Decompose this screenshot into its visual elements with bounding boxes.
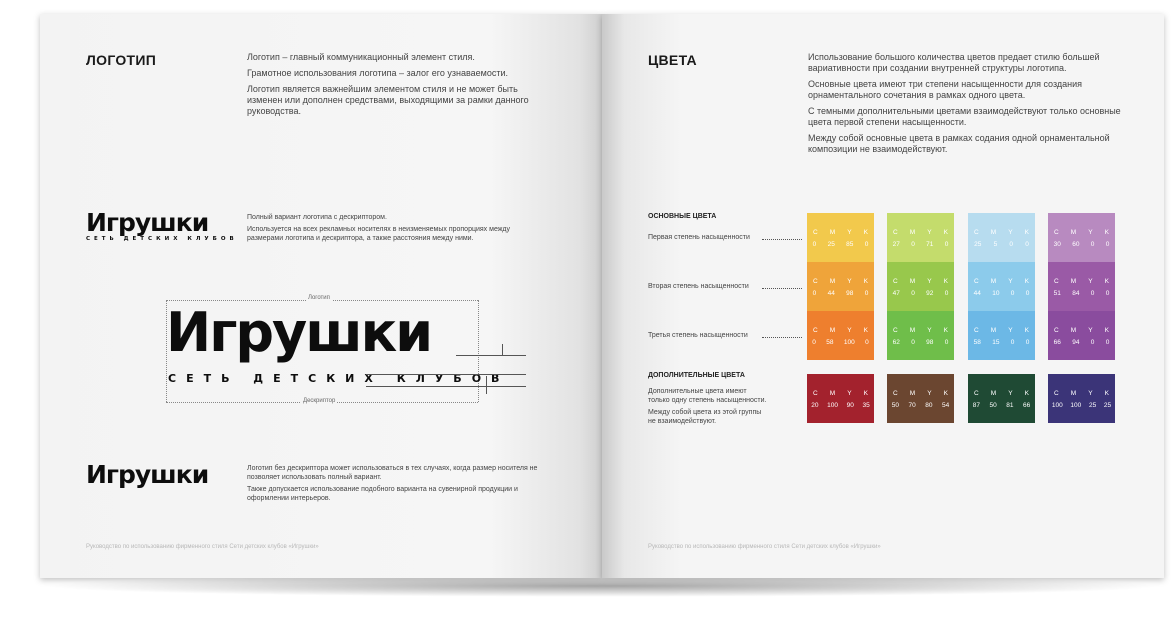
cmyk-values: [887, 402, 954, 409]
cmyk-values: [807, 339, 874, 346]
cmyk-letter: M: [990, 229, 997, 236]
cmyk-value: 0: [911, 290, 915, 297]
color-swatch: [968, 262, 1035, 311]
cmyk-value: 0: [1105, 339, 1110, 346]
descriptor-dimension-label: Дескриптор: [303, 398, 336, 404]
cmyk-letter: C: [813, 390, 818, 397]
cmyk-letter: Y: [847, 229, 852, 236]
color-swatch: [887, 213, 954, 262]
color-swatch: [807, 262, 874, 311]
full-variant-text: [247, 213, 547, 246]
cmyk-value: 44: [827, 290, 835, 297]
cmyk-letter: M: [829, 390, 836, 397]
cmyk-letter: C: [974, 229, 979, 236]
cmyk-value: 0: [1010, 290, 1015, 297]
cmyk-value: 84: [1072, 290, 1080, 297]
color-swatch: [968, 311, 1035, 360]
cmyk-letter: Y: [1088, 390, 1093, 397]
cmyk-letter: Y: [927, 327, 932, 334]
short-variant-text: [247, 464, 557, 506]
cmyk-letters: [968, 327, 1035, 334]
cmyk-values: [887, 241, 954, 248]
cmyk-value: 62: [892, 339, 900, 346]
color-swatch: [887, 374, 954, 423]
leader-dots: [762, 288, 802, 289]
cmyk-value: 0: [1105, 290, 1110, 297]
cmyk-letter: K: [1104, 327, 1109, 334]
cmyk-value: 0: [1090, 339, 1095, 346]
cmyk-values: [887, 290, 954, 297]
cmyk-values: [1048, 339, 1115, 346]
intro-paragraph: Грамотное использования логотипа – залог его узнаваемости.: [247, 68, 509, 78]
cmyk-value: 58: [826, 339, 834, 346]
cmyk-value: 0: [812, 339, 816, 346]
level-label: Первая степень насыщенности: [648, 234, 750, 241]
leader-dots: [762, 337, 802, 338]
cmyk-value: 81: [1006, 402, 1014, 409]
cmyk-letter: Y: [1008, 327, 1013, 334]
cmyk-letter: C: [1054, 229, 1059, 236]
left-page: [40, 14, 602, 578]
color-swatch: [1048, 374, 1115, 423]
cmyk-value: 66: [1023, 402, 1031, 409]
cmyk-value: 0: [944, 290, 949, 297]
cmyk-value: 25: [1088, 402, 1097, 409]
cmyk-value: 98: [926, 339, 934, 346]
cmyk-value: 90: [846, 402, 854, 409]
cmyk-values: [968, 402, 1035, 409]
cmyk-value: 25: [827, 241, 835, 248]
color-swatch: [1048, 262, 1115, 311]
cmyk-letter: M: [1070, 278, 1077, 285]
intro-paragraph: Основные цвета имеют три степени насыщенности для создания орнаментального сочетания в рамках одного цвета.: [808, 79, 1083, 100]
cmyk-letter: K: [863, 390, 868, 397]
main-colors-title: ОСНОВНЫЕ ЦВЕТА: [648, 213, 717, 220]
cmyk-letter: M: [990, 390, 997, 397]
intro-paragraph: Логотип является важнейшим элементом стиля и не может быть изменен или дополнен средствами, выходящими за рамки данного руководства.: [247, 84, 529, 116]
cmyk-letters: [968, 229, 1035, 236]
intro-paragraph: С темными дополнительными цветами взаимодействуют только основные цвета первой степени насыщенности.: [808, 106, 1121, 127]
cmyk-letter: K: [1104, 390, 1109, 397]
cmyk-letter: Y: [927, 390, 932, 397]
cmyk-letter: M: [909, 229, 916, 236]
page-footer: Руководство по использованию фирменного стиля Сети детских клубов «Игрушки»: [86, 544, 319, 550]
logo-wordmark-large: Игрушки: [166, 301, 432, 364]
cmyk-letter: K: [1104, 278, 1109, 285]
short-variant-paragraph: Логотип без дескриптора может использоваться в тех случаях, когда размер носителя не позволяет использовать полный вариант.: [247, 465, 538, 481]
cmyk-values: [1048, 290, 1115, 297]
height-arrow: [502, 344, 503, 356]
cmyk-letter: C: [974, 390, 979, 397]
cmyk-letter: Y: [847, 327, 852, 334]
cmyk-letter: Y: [847, 390, 852, 397]
level-label: Вторая степень насыщенности: [648, 283, 749, 290]
cmyk-letter: M: [909, 327, 916, 334]
logo-descriptor-large: СЕТЬ ДЕТСКИХ КЛУБОВ: [168, 372, 510, 385]
cmyk-letter: K: [943, 390, 948, 397]
cmyk-value: 0: [1105, 241, 1110, 248]
color-swatch: [887, 311, 954, 360]
cmyk-value: 0: [944, 241, 949, 248]
extra-paragraph: Между собой цвета из этой группы не взаимодействуют.: [648, 409, 762, 425]
cmyk-value: 25: [974, 241, 982, 248]
cmyk-letter: C: [893, 278, 898, 285]
cmyk-values: [968, 241, 1035, 248]
cmyk-letter: M: [909, 390, 916, 397]
cmyk-letter: C: [1054, 278, 1059, 285]
cmyk-value: 0: [865, 339, 869, 346]
cmyk-letter: Y: [927, 229, 932, 236]
right-page: [602, 14, 1164, 578]
cmyk-value: 0: [1025, 339, 1030, 346]
cmyk-letters: [807, 278, 874, 285]
cmyk-value: 85: [846, 241, 854, 248]
cmyk-letter: C: [813, 278, 818, 285]
short-variant-paragraph: Также допускается использование подобного варианта на сувенирной продукции и оформлении интерьеров.: [247, 486, 518, 502]
cmyk-letter: M: [990, 278, 997, 285]
cmyk-letters: [1048, 327, 1115, 334]
cmyk-letter: M: [990, 327, 997, 334]
color-swatch: [1048, 213, 1115, 262]
logo-dimension-label: Логотип: [308, 295, 330, 301]
cmyk-value: 0: [812, 290, 817, 297]
logo-intro: [247, 52, 547, 122]
cmyk-letter: M: [829, 327, 836, 334]
cmyk-value: 98: [846, 290, 854, 297]
cmyk-letter: K: [1024, 229, 1029, 236]
cmyk-letter: K: [943, 229, 948, 236]
cmyk-letters: [968, 390, 1035, 397]
cmyk-letter: K: [1024, 390, 1029, 397]
cmyk-letter: M: [1070, 229, 1077, 236]
cmyk-value: 100: [843, 339, 855, 346]
cmyk-values: [807, 290, 874, 297]
level-label: Третья степень насыщенности: [648, 332, 748, 339]
cmyk-letter: Y: [847, 278, 852, 285]
cmyk-letter: Y: [1008, 278, 1013, 285]
cmyk-letter: C: [893, 327, 898, 334]
cmyk-values: [1048, 402, 1115, 409]
cmyk-letter: M: [829, 229, 836, 236]
cmyk-value: 0: [944, 339, 949, 346]
cmyk-letter: K: [1024, 327, 1029, 334]
cmyk-value: 0: [1025, 290, 1030, 297]
cmyk-value: 87: [972, 402, 980, 409]
cmyk-letter: C: [813, 229, 818, 236]
color-swatch: [807, 213, 874, 262]
cmyk-value: 0: [1009, 241, 1014, 248]
cmyk-letter: C: [893, 390, 898, 397]
logo-full-small: [86, 210, 238, 243]
baseline-rule: [456, 355, 526, 356]
cmyk-values: [887, 339, 954, 346]
cmyk-values: [968, 290, 1035, 297]
cmyk-value: 20: [811, 402, 819, 409]
cmyk-letter: C: [893, 229, 898, 236]
color-swatch: [887, 262, 954, 311]
color-swatch: [807, 311, 874, 360]
cmyk-letter: K: [863, 229, 868, 236]
cmyk-value: 100: [827, 402, 838, 409]
cmyk-letter: C: [974, 278, 979, 285]
gap-arrow: [486, 376, 487, 394]
cmyk-letters: [887, 278, 954, 285]
cmyk-letter: Y: [927, 278, 932, 285]
cmyk-value: 0: [1010, 339, 1015, 346]
cmyk-value: 71: [926, 241, 934, 248]
color-swatch: [807, 374, 874, 423]
cmyk-value: 0: [812, 241, 817, 248]
extra-colors-title: ДОПОЛНИТЕЛЬНЫЕ ЦВЕТА: [648, 372, 745, 379]
page-footer: Руководство по использованию фирменного стиля Сети детских клубов «Игрушки»: [648, 544, 881, 550]
colors-section-title: ЦВЕТА: [648, 52, 697, 68]
book-shadow: [40, 575, 1165, 597]
cmyk-values: [807, 402, 874, 409]
cmyk-value: 80: [925, 402, 933, 409]
descriptor-bottom-rule: [366, 386, 526, 387]
cmyk-letter: C: [1054, 327, 1059, 334]
cmyk-value: 27: [892, 241, 900, 248]
cmyk-value: 92: [926, 290, 934, 297]
cmyk-letter: Y: [1088, 327, 1093, 334]
cmyk-letters: [968, 278, 1035, 285]
cmyk-letter: C: [1054, 390, 1059, 397]
cmyk-letter: M: [909, 278, 916, 285]
cmyk-value: 58: [973, 339, 981, 346]
cmyk-value: 0: [911, 339, 915, 346]
logo-section-title: ЛОГОТИП: [86, 52, 157, 68]
logo-short: Игрушки: [86, 460, 209, 489]
cmyk-letters: [1048, 229, 1115, 236]
cmyk-letter: K: [863, 327, 868, 334]
cmyk-letter: M: [1070, 327, 1077, 334]
cmyk-value: 30: [1053, 241, 1061, 248]
cmyk-value: 0: [1025, 241, 1029, 248]
cmyk-value: 54: [942, 402, 950, 409]
cmyk-letter: K: [1024, 278, 1029, 285]
cmyk-letter: M: [1070, 390, 1077, 397]
cmyk-letter: Y: [1008, 229, 1013, 236]
cmyk-value: 5: [993, 241, 998, 248]
color-swatch: [968, 213, 1035, 262]
cmyk-letter: Y: [1008, 390, 1013, 397]
cmyk-value: 94: [1072, 339, 1080, 346]
cmyk-letter: C: [813, 327, 818, 334]
logo-wordmark: Игрушки: [86, 208, 209, 237]
logo-descriptor: СЕТЬ ДЕТСКИХ КЛУБОВ: [86, 236, 238, 242]
cmyk-letter: C: [974, 327, 979, 334]
cmyk-values: [968, 339, 1035, 346]
cmyk-value: 60: [1072, 241, 1080, 248]
cmyk-value: 0: [911, 241, 915, 248]
cmyk-value: 70: [908, 402, 916, 409]
extra-colors-text: [648, 387, 768, 429]
cmyk-values: [1048, 241, 1115, 248]
cmyk-value: 0: [864, 290, 869, 297]
cmyk-letters: [887, 229, 954, 236]
cmyk-value: 47: [892, 290, 900, 297]
leader-dots: [762, 239, 802, 240]
cmyk-letters: [887, 390, 954, 397]
logo-construction: [166, 292, 526, 412]
cmyk-value: 100: [1051, 402, 1063, 409]
cmyk-letter: K: [863, 278, 868, 285]
cmyk-value: 50: [989, 402, 997, 409]
cmyk-values: [807, 241, 874, 248]
cmyk-value: 44: [973, 290, 981, 297]
cmyk-letters: [887, 327, 954, 334]
colors-intro: [808, 52, 1128, 160]
cmyk-value: 0: [864, 241, 869, 248]
cmyk-value: 0: [1090, 290, 1095, 297]
cmyk-value: 15: [992, 339, 1000, 346]
cmyk-letter: Y: [1088, 278, 1093, 285]
cmyk-letters: [807, 390, 874, 397]
cmyk-value: 100: [1070, 402, 1082, 409]
cmyk-letter: M: [829, 278, 836, 285]
full-variant-caption: Полный вариант логотипа с дескриптором.: [247, 214, 387, 221]
intro-paragraph: Между собой основные цвета в рамках содания одной орнаментальной композиции не взаимодействуют.: [808, 133, 1110, 154]
color-swatch: [968, 374, 1035, 423]
cmyk-value: 66: [1053, 339, 1061, 346]
cmyk-letters: [807, 327, 874, 334]
full-variant-description: Используется на всех рекламных носителях в неизменяемых пропорциях между размерами логотипа и дескриптора, а также расстояния между ними.: [247, 226, 511, 242]
descriptor-top-rule: [366, 374, 526, 375]
cmyk-letter: K: [943, 278, 948, 285]
color-swatch: [1048, 311, 1115, 360]
intro-paragraph: Использование большого количества цветов предает стилю большей вариативности при создании внутренней структуры логотипа.: [808, 52, 1100, 73]
cmyk-letters: [807, 229, 874, 236]
cmyk-letter: K: [1104, 229, 1109, 236]
cmyk-value: 0: [1090, 241, 1095, 248]
extra-paragraph: Дополнительные цвета имеют только одну степень насыщенности.: [648, 388, 767, 404]
cmyk-value: 10: [992, 290, 1000, 297]
cmyk-letter: K: [943, 327, 948, 334]
cmyk-letter: Y: [1088, 229, 1093, 236]
cmyk-value: 51: [1053, 290, 1061, 297]
cmyk-value: 25: [1103, 402, 1112, 409]
intro-paragraph: Логотип – главный коммуникационный элемент стиля.: [247, 52, 475, 62]
cmyk-value: 50: [891, 402, 899, 409]
cmyk-letters: [1048, 390, 1115, 397]
cmyk-letters: [1048, 278, 1115, 285]
cmyk-value: 35: [862, 402, 870, 409]
